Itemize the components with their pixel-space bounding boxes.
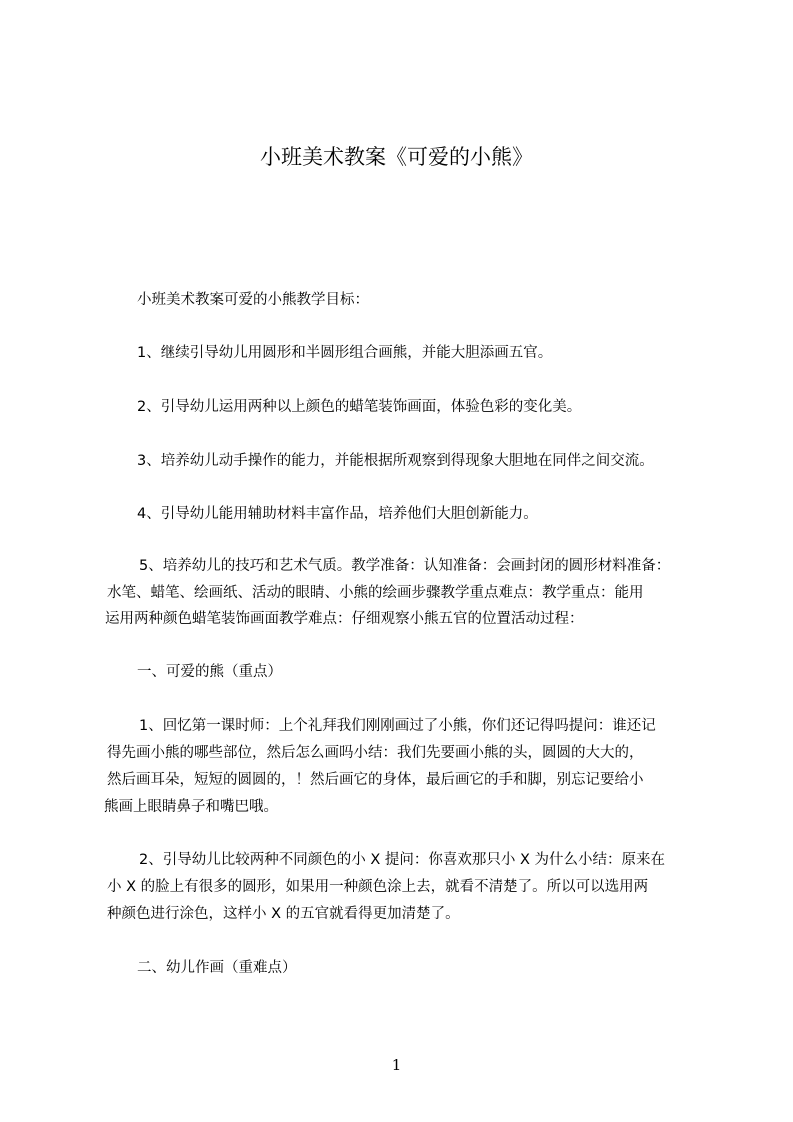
goal-5-line-2: 水笔、蜡笔、绘画纸、活动的眼睛、小熊的绘画步骤教学重点难点：教学重点：能用 bbox=[107, 585, 644, 601]
step-1-line-1: 1、回忆第一课时师：上个礼拜我们刚刚画过了小熊，你们还记得吗提问：谁还记 bbox=[139, 718, 656, 734]
goal-1: 1、继续引导幼儿用圆形和半圆形组合画熊，并能大胆添画五官。 bbox=[137, 345, 553, 361]
step-2-line-2: 小 X 的脸上有很多的圆形，如果用一种颜色涂上去，就看不清楚了。所以可以选用两 bbox=[107, 879, 649, 895]
step-1-line-2: 得先画小熊的哪些部位，然后怎么画吗小结：我们先要画小熊的头，圆圆的大大的， bbox=[107, 745, 644, 761]
page-number: 1 bbox=[391, 1056, 402, 1074]
goal-5-line-1: 5、培养幼儿的技巧和艺术气质。教学准备：认知准备：会画封闭的圆形材料准备： bbox=[139, 558, 671, 574]
step-1-line-3: 然后画耳朵，短短的圆圆的，！然后画它的身体，最后画它的手和脚，别忘记要给小 bbox=[107, 772, 644, 788]
section-2-heading: 二、幼儿作画（重难点） bbox=[137, 960, 297, 976]
step-1-line-4: 熊画上眼睛鼻子和嘴巴哦。 bbox=[104, 799, 278, 815]
step-2-line-1: 2、引导幼儿比较两种不同颜色的小 X 提问：你喜欢那只小 X 为什么小结：原来在 bbox=[139, 852, 666, 868]
goal-2: 2、引导幼儿运用两种以上颜色的蜡笔装饰画面，体验色彩的变化美。 bbox=[137, 399, 582, 415]
goal-3: 3、培养幼儿动手操作的能力，并能根据所观察到得现象大胆地在同伴之间交流。 bbox=[137, 453, 654, 469]
section-1-heading: 一、可爱的熊（重点） bbox=[137, 664, 282, 680]
goal-5-line-3: 运用两种颜色蜡笔装饰画面教学难点：仔细观察小熊五官的位置活动过程： bbox=[105, 611, 584, 627]
document-title: 小班美术教案《可爱的小熊》 bbox=[260, 145, 533, 169]
step-2-line-3: 种颜色进行涂色，这样小 X 的五官就看得更加清楚了。 bbox=[107, 906, 460, 922]
intro-line: 小班美术教案可爱的小熊教学目标： bbox=[137, 292, 369, 308]
goal-4: 4、引导幼儿能用辅助材料丰富作品，培养他们大胆创新能力。 bbox=[137, 506, 538, 522]
